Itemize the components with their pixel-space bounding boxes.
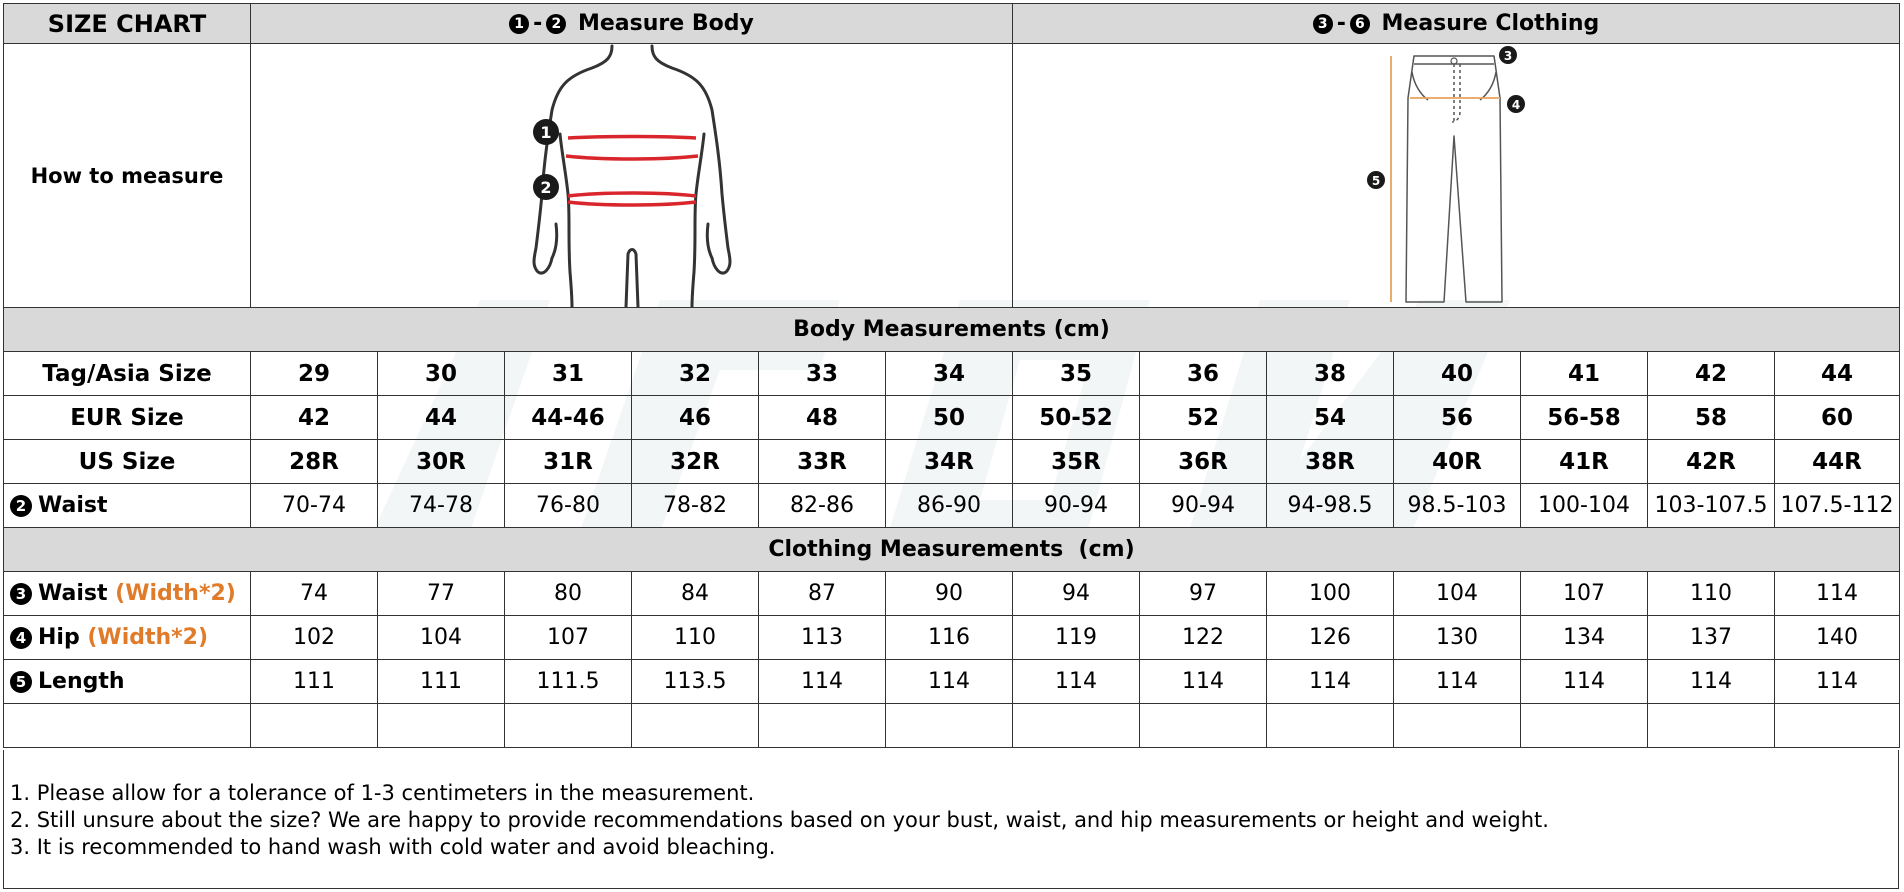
row-label-text: Waist	[38, 581, 108, 606]
size-chart-title: SIZE CHART	[4, 4, 251, 44]
table-cell: 114	[1013, 660, 1140, 704]
table-cell: 90-94	[1140, 484, 1267, 528]
table-cell	[505, 704, 632, 748]
table-cell: 35R	[1013, 440, 1140, 484]
table-cell: 104	[1394, 572, 1521, 616]
table-cell: 38	[1267, 352, 1394, 396]
table-cell: 116	[886, 616, 1013, 660]
row-label	[4, 484, 251, 528]
table-cell: 104	[378, 616, 505, 660]
table-cell: 97	[1140, 572, 1267, 616]
table-cell	[1140, 704, 1267, 748]
table-cell: 84	[632, 572, 759, 616]
table-cell: 33	[759, 352, 886, 396]
table-cell: 130	[1394, 616, 1521, 660]
marker-icon: 5	[10, 671, 32, 693]
table-cell: 31	[505, 352, 632, 396]
care-notes	[3, 750, 1899, 889]
table-cell: 42	[1648, 352, 1775, 396]
body-marker-1: 1	[539, 123, 552, 142]
range-dash: -	[1336, 11, 1346, 36]
measure-clothing-heading	[1013, 4, 1900, 44]
note-line: 3. It is recommended to hand wash with cold water and avoid bleaching.	[10, 835, 776, 859]
table-cell: 28R	[251, 440, 378, 484]
table-cell	[1521, 704, 1648, 748]
table-cell	[1267, 704, 1394, 748]
marker-icon: 3	[10, 583, 32, 605]
table-cell: 98.5-103	[1394, 484, 1521, 528]
table-cell: 114	[1775, 572, 1900, 616]
row-label-note: (Width*2)	[115, 581, 236, 606]
table-cell	[886, 704, 1013, 748]
table-cell: 30	[378, 352, 505, 396]
row-label-text: Length	[38, 669, 125, 694]
marker-icon: 1	[509, 14, 529, 34]
tag-size-row	[4, 352, 1900, 396]
table-cell: 74	[251, 572, 378, 616]
table-cell: 100-104	[1521, 484, 1648, 528]
table-cell: 126	[1267, 616, 1394, 660]
table-cell: 30R	[378, 440, 505, 484]
table-cell: 38R	[1267, 440, 1394, 484]
table-cell	[632, 704, 759, 748]
table-cell: 90-94	[1013, 484, 1140, 528]
table-cell: 107.5-112	[1775, 484, 1900, 528]
table-cell: 134	[1521, 616, 1648, 660]
table-cell: 74-78	[378, 484, 505, 528]
measure-body-label: Measure Body	[577, 11, 754, 36]
table-cell: 33R	[759, 440, 886, 484]
table-cell: 41R	[1521, 440, 1648, 484]
row-label: EUR Size	[4, 396, 251, 440]
marker-icon: 4	[10, 627, 32, 649]
table-cell: 114	[1267, 660, 1394, 704]
table-cell: 119	[1013, 616, 1140, 660]
row-label	[4, 616, 251, 660]
pants-marker-5: 5	[1371, 174, 1381, 188]
row-label-text: Waist	[38, 493, 108, 518]
table-cell: 58	[1648, 396, 1775, 440]
table-cell: 56	[1394, 396, 1521, 440]
table-cell: 36R	[1140, 440, 1267, 484]
table-cell: 86-90	[886, 484, 1013, 528]
table-cell: 44-46	[505, 396, 632, 440]
table-cell: 50	[886, 396, 1013, 440]
table-cell: 114	[759, 660, 886, 704]
table-cell: 48	[759, 396, 886, 440]
table-cell: 77	[378, 572, 505, 616]
table-cell: 102	[251, 616, 378, 660]
table-cell	[759, 704, 886, 748]
table-cell: 90	[886, 572, 1013, 616]
table-cell: 114	[1521, 660, 1648, 704]
table-cell: 34	[886, 352, 1013, 396]
row-label	[4, 660, 251, 704]
marker-icon: 2	[10, 495, 32, 517]
table-cell: 114	[1775, 660, 1900, 704]
table-cell: 114	[1140, 660, 1267, 704]
table-cell: 114	[886, 660, 1013, 704]
table-cell: 34R	[886, 440, 1013, 484]
table-cell: 52	[1140, 396, 1267, 440]
table-cell: 32R	[632, 440, 759, 484]
measure-body-heading	[251, 4, 1013, 44]
clothing-figure-cell	[1013, 44, 1900, 308]
how-to-measure-label: How to measure	[4, 44, 251, 308]
table-cell: 41	[1521, 352, 1648, 396]
us-size-row	[4, 440, 1900, 484]
measure-clothing-label: Measure Clothing	[1381, 11, 1600, 36]
empty-row	[4, 704, 1900, 748]
marker-icon: 2	[546, 14, 566, 34]
clothing-waist-row	[4, 572, 1900, 616]
table-cell: 54	[1267, 396, 1394, 440]
pants-marker-3: 3	[1503, 49, 1513, 63]
table-cell: 87	[759, 572, 886, 616]
table-cell: 114	[1648, 660, 1775, 704]
table-cell: 113.5	[632, 660, 759, 704]
table-cell: 140	[1775, 616, 1900, 660]
table-cell: 111	[378, 660, 505, 704]
row-label-note: (Width*2)	[87, 625, 209, 650]
table-cell: 82-86	[759, 484, 886, 528]
body-waist-row	[4, 484, 1900, 528]
pants-marker-4: 4	[1511, 98, 1521, 112]
table-cell: 111	[251, 660, 378, 704]
table-cell: 107	[505, 616, 632, 660]
table-cell: 44	[378, 396, 505, 440]
table-cell	[251, 704, 378, 748]
table-cell	[378, 704, 505, 748]
row-label	[4, 572, 251, 616]
marker-icon: 3	[1313, 14, 1333, 34]
range-dash: -	[533, 11, 543, 36]
table-cell: 46	[632, 396, 759, 440]
size-table	[3, 3, 1900, 748]
row-label: US Size	[4, 440, 251, 484]
table-cell: 103-107.5	[1648, 484, 1775, 528]
table-cell: 111.5	[505, 660, 632, 704]
clothing-measurements-heading: Clothing Measurements (cm)	[4, 528, 1900, 572]
table-cell: 110	[1648, 572, 1775, 616]
table-cell: 36	[1140, 352, 1267, 396]
table-cell	[1013, 704, 1140, 748]
table-cell: 107	[1521, 572, 1648, 616]
length-row	[4, 660, 1900, 704]
note-line: 1. Please allow for a tolerance of 1-3 centimeters in the measurement.	[10, 781, 755, 805]
table-cell: 32	[632, 352, 759, 396]
table-cell: 60	[1775, 396, 1900, 440]
table-cell: 44	[1775, 352, 1900, 396]
note-line: 2. Still unsure about the size? We are happy to provide recommendations based on your bust, waist, and hip measurements or height and weight.	[10, 808, 1549, 832]
table-cell: 100	[1267, 572, 1394, 616]
table-cell: 122	[1140, 616, 1267, 660]
table-cell: 76-80	[505, 484, 632, 528]
table-cell	[1775, 704, 1900, 748]
table-cell: 50-52	[1013, 396, 1140, 440]
table-cell: 42	[251, 396, 378, 440]
table-cell: 70-74	[251, 484, 378, 528]
pants-figure-illustration	[1356, 44, 1556, 307]
body-marker-2: 2	[539, 178, 552, 197]
table-cell: 137	[1648, 616, 1775, 660]
table-cell	[1648, 704, 1775, 748]
table-cell: 35	[1013, 352, 1140, 396]
table-cell: 29	[251, 352, 378, 396]
table-cell: 44R	[1775, 440, 1900, 484]
table-cell: 113	[759, 616, 886, 660]
table-cell: 40	[1394, 352, 1521, 396]
table-cell: 80	[505, 572, 632, 616]
table-cell: 40R	[1394, 440, 1521, 484]
body-figure-illustration	[452, 44, 812, 307]
body-measurements-heading: Body Measurements (cm)	[4, 308, 1900, 352]
table-cell: 110	[632, 616, 759, 660]
marker-icon: 6	[1350, 14, 1370, 34]
table-cell	[1394, 704, 1521, 748]
table-cell	[4, 704, 251, 748]
row-label: Tag/Asia Size	[4, 352, 251, 396]
table-cell: 94-98.5	[1267, 484, 1394, 528]
eur-size-row	[4, 396, 1900, 440]
table-cell: 94	[1013, 572, 1140, 616]
hip-row	[4, 616, 1900, 660]
table-cell: 42R	[1648, 440, 1775, 484]
row-label-text: Hip	[38, 625, 80, 650]
table-cell: 56-58	[1521, 396, 1648, 440]
body-figure-cell	[251, 44, 1013, 308]
table-cell: 114	[1394, 660, 1521, 704]
table-cell: 31R	[505, 440, 632, 484]
table-cell: 78-82	[632, 484, 759, 528]
